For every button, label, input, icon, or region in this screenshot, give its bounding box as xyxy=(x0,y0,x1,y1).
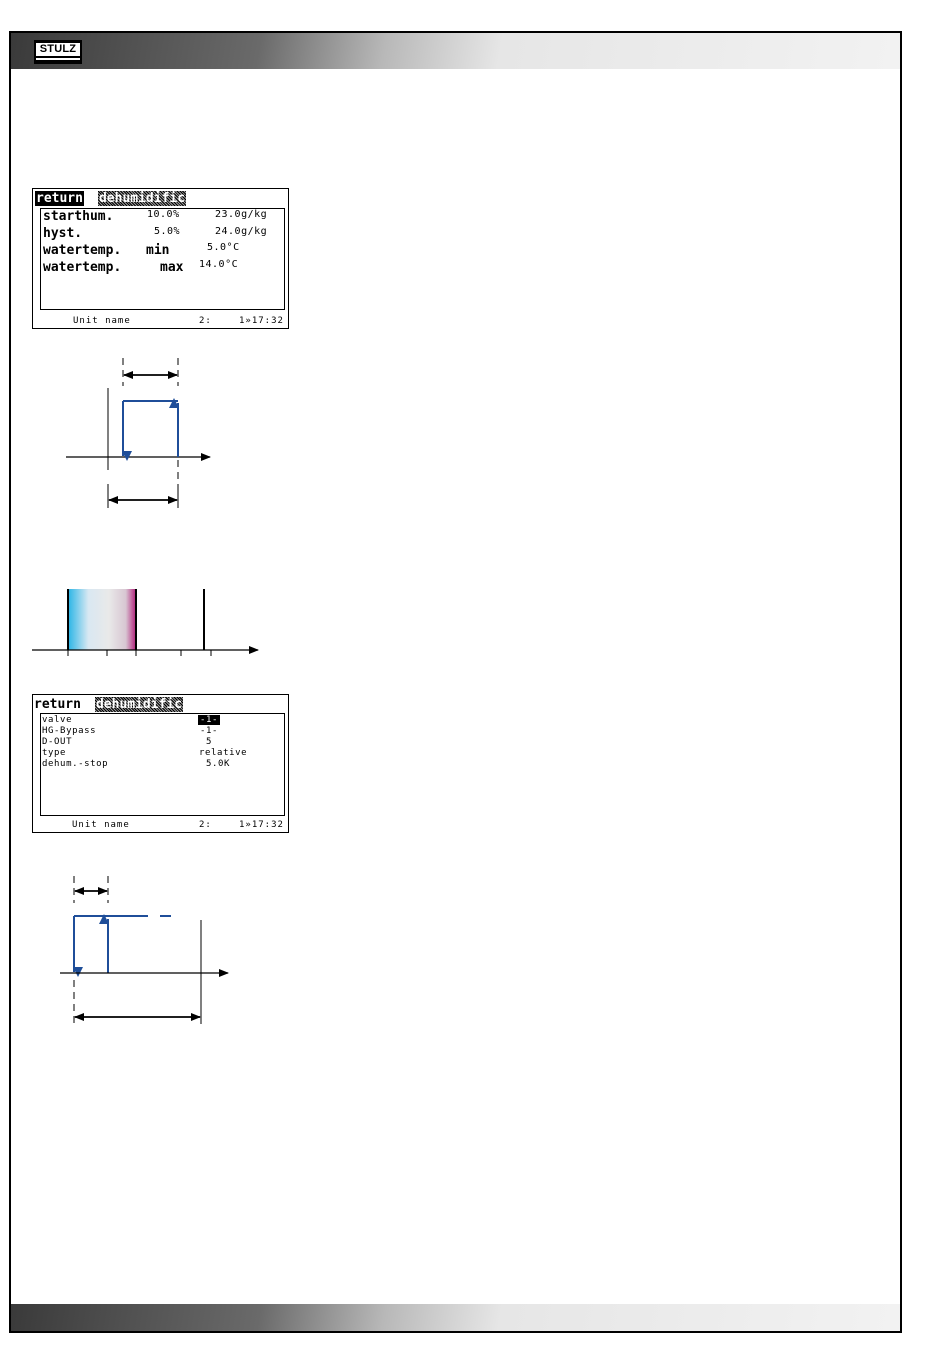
tab-dehumidific[interactable]: dehumidific xyxy=(95,697,183,712)
row-watertemp-min-value: 5.0°C xyxy=(207,242,240,253)
row-type-label: type xyxy=(42,748,67,758)
row-starthum-rel: 10.0% xyxy=(147,209,180,220)
status-unit-no: 2: xyxy=(199,316,212,326)
row-dehumstop-label: dehum.-stop xyxy=(42,759,109,769)
status-time: 1»17:32 xyxy=(239,316,284,326)
row-starthum-label: starthum. xyxy=(43,209,114,224)
row-hyst-abs: 24.0g/kg xyxy=(215,226,268,237)
logo-text: STULZ xyxy=(36,43,80,56)
row-watertemp-max-value: 14.0°C xyxy=(199,259,239,270)
row-hyst-rel: 5.0% xyxy=(154,226,181,237)
row-dout-value[interactable]: 5 xyxy=(206,737,213,747)
row-watertemp-min-qualifier: min xyxy=(146,243,170,258)
status-unit-name-2: Unit name xyxy=(72,820,130,830)
row-watertemp-min-label: watertemp. xyxy=(43,243,122,258)
row-hgbypass-value[interactable]: -1- xyxy=(200,726,219,736)
tab-return[interactable]: return xyxy=(34,697,81,712)
row-dout-label: D-OUT xyxy=(42,737,73,747)
row-valve-value[interactable]: -1- xyxy=(200,715,219,725)
row-watertemp-max-qualifier: max xyxy=(160,260,184,275)
row-starthum-abs: 23.0g/kg xyxy=(215,209,268,220)
status-unit-name: Unit name xyxy=(73,316,131,326)
row-hgbypass-label: HG-Bypass xyxy=(42,726,97,736)
row-type-value[interactable]: relative xyxy=(199,748,248,758)
tab-dehumidific[interactable]: dehumidific xyxy=(98,191,186,206)
row-valve-label: valve xyxy=(42,715,73,725)
status-unit-no-2: 2: xyxy=(199,820,212,830)
row-dehumstop-value[interactable]: 5.0K xyxy=(206,759,231,769)
tab-return[interactable]: return xyxy=(36,191,83,206)
status-time-2: 1»17:32 xyxy=(239,820,284,830)
row-watertemp-max-label: watertemp. xyxy=(43,260,122,275)
row-hyst-label: hyst. xyxy=(43,226,83,241)
